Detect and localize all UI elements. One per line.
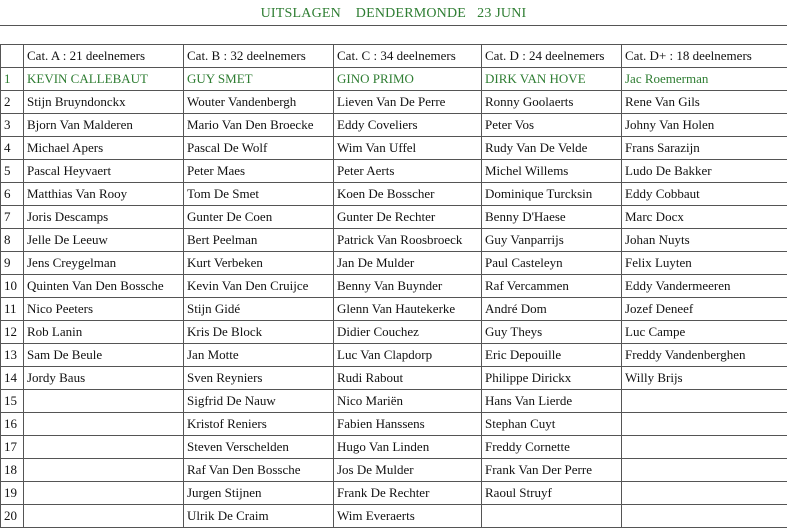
cell-cat-b: Kristof Reniers xyxy=(184,413,334,436)
cell-cat-d-plus: Jac Roemerman xyxy=(622,68,787,91)
cell-cat-b: Ulrik De Craim xyxy=(184,505,334,528)
header-cell-cat-d: Cat. D : 24 deelnemers xyxy=(482,45,622,68)
cell-cat-c: Glenn Van Hautekerke xyxy=(334,298,482,321)
table-row xyxy=(1,482,787,505)
cell-cat-c: Fabien Hanssens xyxy=(334,413,482,436)
cell-cat-d: Philippe Dirickx xyxy=(482,367,622,390)
cell-cat-d xyxy=(482,505,622,528)
cell-cat-b: Sigfrid De Nauw xyxy=(184,390,334,413)
cell-cat-c: Koen De Bosscher xyxy=(334,183,482,206)
cell-cat-b: Steven Verschelden xyxy=(184,436,334,459)
cell-cat-d-plus xyxy=(622,459,787,482)
cell-cat-d-plus: Ludo De Bakker xyxy=(622,160,787,183)
cell-rank: 20 xyxy=(1,505,24,528)
cell-rank: 8 xyxy=(1,229,24,252)
cell-cat-d: Raf Vercammen xyxy=(482,275,622,298)
table-row xyxy=(1,390,787,413)
cell-cat-c: GINO PRIMO xyxy=(334,68,482,91)
cell-cat-d-plus: Eddy Cobbaut xyxy=(622,183,787,206)
table-row xyxy=(1,160,787,183)
cell-cat-d-plus xyxy=(622,436,787,459)
cell-rank: 3 xyxy=(1,114,24,137)
title-divider xyxy=(0,25,787,26)
cell-cat-d-plus: Rene Van Gils xyxy=(622,91,787,114)
cell-cat-d-plus: Frans Sarazijn xyxy=(622,137,787,160)
cell-cat-d: André Dom xyxy=(482,298,622,321)
cell-cat-a: Nico Peeters xyxy=(24,298,184,321)
header-cell-cat-a: Cat. A : 21 deelnemers xyxy=(24,45,184,68)
results-table xyxy=(0,44,787,528)
cell-cat-b: Wouter Vandenbergh xyxy=(184,91,334,114)
cell-cat-c: Luc Van Clapdorp xyxy=(334,344,482,367)
cell-cat-b: Mario Van Den Broecke xyxy=(184,114,334,137)
cell-cat-a: Stijn Bruyndonckx xyxy=(24,91,184,114)
cell-cat-a: Quinten Van Den Bossche xyxy=(24,275,184,298)
cell-cat-b: Jurgen Stijnen xyxy=(184,482,334,505)
cell-cat-d-plus xyxy=(622,390,787,413)
cell-cat-d-plus xyxy=(622,482,787,505)
cell-cat-d: Eric Depouille xyxy=(482,344,622,367)
cell-cat-b: Kris De Block xyxy=(184,321,334,344)
cell-cat-c: Jos De Mulder xyxy=(334,459,482,482)
cell-cat-d-plus: Willy Brijs xyxy=(622,367,787,390)
cell-cat-d-plus xyxy=(622,505,787,528)
cell-rank: 14 xyxy=(1,367,24,390)
cell-cat-d-plus: Marc Docx xyxy=(622,206,787,229)
cell-cat-d: Rudy Van De Velde xyxy=(482,137,622,160)
cell-cat-c: Jan De Mulder xyxy=(334,252,482,275)
table-row xyxy=(1,229,787,252)
cell-rank: 2 xyxy=(1,91,24,114)
cell-cat-b: Jan Motte xyxy=(184,344,334,367)
cell-cat-d-plus: Eddy Vandermeeren xyxy=(622,275,787,298)
table-row xyxy=(1,367,787,390)
cell-cat-d-plus: Freddy Vandenberghen xyxy=(622,344,787,367)
cell-cat-b: Bert Peelman xyxy=(184,229,334,252)
cell-rank: 1 xyxy=(1,68,24,91)
cell-rank: 13 xyxy=(1,344,24,367)
cell-cat-a xyxy=(24,413,184,436)
cell-cat-d: Hans Van Lierde xyxy=(482,390,622,413)
cell-cat-b: Sven Reyniers xyxy=(184,367,334,390)
cell-rank: 7 xyxy=(1,206,24,229)
cell-cat-c: Eddy Coveliers xyxy=(334,114,482,137)
cell-rank: 12 xyxy=(1,321,24,344)
cell-cat-a: Michael Apers xyxy=(24,137,184,160)
cell-cat-b: Raf Van Den Bossche xyxy=(184,459,334,482)
table-row xyxy=(1,275,787,298)
header-cell-cat-d-plus: Cat. D+ : 18 deelnemers xyxy=(622,45,787,68)
table-row xyxy=(1,298,787,321)
cell-cat-d-plus xyxy=(622,413,787,436)
cell-cat-b: Kurt Verbeken xyxy=(184,252,334,275)
cell-cat-d-plus: Felix Luyten xyxy=(622,252,787,275)
header-cell-cat-c: Cat. C : 34 deelnemers xyxy=(334,45,482,68)
table-row xyxy=(1,91,787,114)
table-row xyxy=(1,114,787,137)
cell-cat-a xyxy=(24,436,184,459)
cell-cat-d: Guy Vanparrijs xyxy=(482,229,622,252)
cell-cat-b: Pascal De Wolf xyxy=(184,137,334,160)
cell-cat-c: Nico Mariën xyxy=(334,390,482,413)
cell-cat-d-plus: Jozef Deneef xyxy=(622,298,787,321)
cell-cat-d: Dominique Turcksin xyxy=(482,183,622,206)
cell-cat-a xyxy=(24,482,184,505)
cell-rank: 18 xyxy=(1,459,24,482)
cell-cat-d-plus: Johan Nuyts xyxy=(622,229,787,252)
cell-cat-a: Jordy Baus xyxy=(24,367,184,390)
table-row xyxy=(1,344,787,367)
table-row xyxy=(1,68,787,91)
table-row xyxy=(1,459,787,482)
cell-cat-c: Benny Van Buynder xyxy=(334,275,482,298)
cell-cat-b: Tom De Smet xyxy=(184,183,334,206)
cell-rank: 17 xyxy=(1,436,24,459)
cell-rank: 11 xyxy=(1,298,24,321)
cell-cat-d: Peter Vos xyxy=(482,114,622,137)
table-row xyxy=(1,321,787,344)
cell-cat-a: Matthias Van Rooy xyxy=(24,183,184,206)
table-row xyxy=(1,206,787,229)
header-cell-rank xyxy=(1,45,24,68)
cell-cat-c: Lieven Van De Perre xyxy=(334,91,482,114)
cell-rank: 10 xyxy=(1,275,24,298)
cell-cat-c: Wim Van Uffel xyxy=(334,137,482,160)
cell-cat-c: Frank De Rechter xyxy=(334,482,482,505)
table-row xyxy=(1,183,787,206)
header-row xyxy=(1,45,787,68)
cell-rank: 5 xyxy=(1,160,24,183)
cell-cat-d: Freddy Cornette xyxy=(482,436,622,459)
cell-cat-c: Gunter De Rechter xyxy=(334,206,482,229)
cell-cat-a xyxy=(24,505,184,528)
cell-cat-b: Kevin Van Den Cruijce xyxy=(184,275,334,298)
cell-cat-d: Raoul Struyf xyxy=(482,482,622,505)
cell-cat-b: Stijn Gidé xyxy=(184,298,334,321)
cell-cat-d: Ronny Goolaerts xyxy=(482,91,622,114)
cell-cat-b: Peter Maes xyxy=(184,160,334,183)
cell-cat-b: GUY SMET xyxy=(184,68,334,91)
cell-cat-d-plus: Luc Campe xyxy=(622,321,787,344)
cell-cat-a: Rob Lanin xyxy=(24,321,184,344)
cell-rank: 6 xyxy=(1,183,24,206)
table-row xyxy=(1,436,787,459)
page-title: UITSLAGEN DENDERMONDE 23 JUNI xyxy=(0,6,787,22)
cell-cat-b: Gunter De Coen xyxy=(184,206,334,229)
cell-cat-c: Didier Couchez xyxy=(334,321,482,344)
cell-cat-c: Peter Aerts xyxy=(334,160,482,183)
cell-cat-c: Wim Everaerts xyxy=(334,505,482,528)
cell-rank: 16 xyxy=(1,413,24,436)
cell-rank: 15 xyxy=(1,390,24,413)
cell-cat-a xyxy=(24,459,184,482)
cell-cat-d: Stephan Cuyt xyxy=(482,413,622,436)
cell-cat-c: Patrick Van Roosbroeck xyxy=(334,229,482,252)
cell-cat-d: DIRK VAN HOVE xyxy=(482,68,622,91)
cell-cat-d-plus: Johny Van Holen xyxy=(622,114,787,137)
cell-rank: 9 xyxy=(1,252,24,275)
table-row xyxy=(1,252,787,275)
cell-rank: 19 xyxy=(1,482,24,505)
cell-rank: 4 xyxy=(1,137,24,160)
cell-cat-d: Guy Theys xyxy=(482,321,622,344)
cell-cat-d: Paul Casteleyn xyxy=(482,252,622,275)
cell-cat-a xyxy=(24,390,184,413)
cell-cat-a: Jens Creygelman xyxy=(24,252,184,275)
cell-cat-a: KEVIN CALLEBAUT xyxy=(24,68,184,91)
table-row xyxy=(1,137,787,160)
cell-cat-a: Jelle De Leeuw xyxy=(24,229,184,252)
cell-cat-d: Michel Willems xyxy=(482,160,622,183)
cell-cat-c: Rudi Rabout xyxy=(334,367,482,390)
header-cell-cat-b: Cat. B : 32 deelnemers xyxy=(184,45,334,68)
cell-cat-a: Sam De Beule xyxy=(24,344,184,367)
cell-cat-c: Hugo Van Linden xyxy=(334,436,482,459)
table-row xyxy=(1,505,787,528)
cell-cat-d: Frank Van Der Perre xyxy=(482,459,622,482)
cell-cat-a: Joris Descamps xyxy=(24,206,184,229)
cell-cat-a: Pascal Heyvaert xyxy=(24,160,184,183)
cell-cat-d: Benny D'Haese xyxy=(482,206,622,229)
table-row xyxy=(1,413,787,436)
cell-cat-a: Bjorn Van Malderen xyxy=(24,114,184,137)
